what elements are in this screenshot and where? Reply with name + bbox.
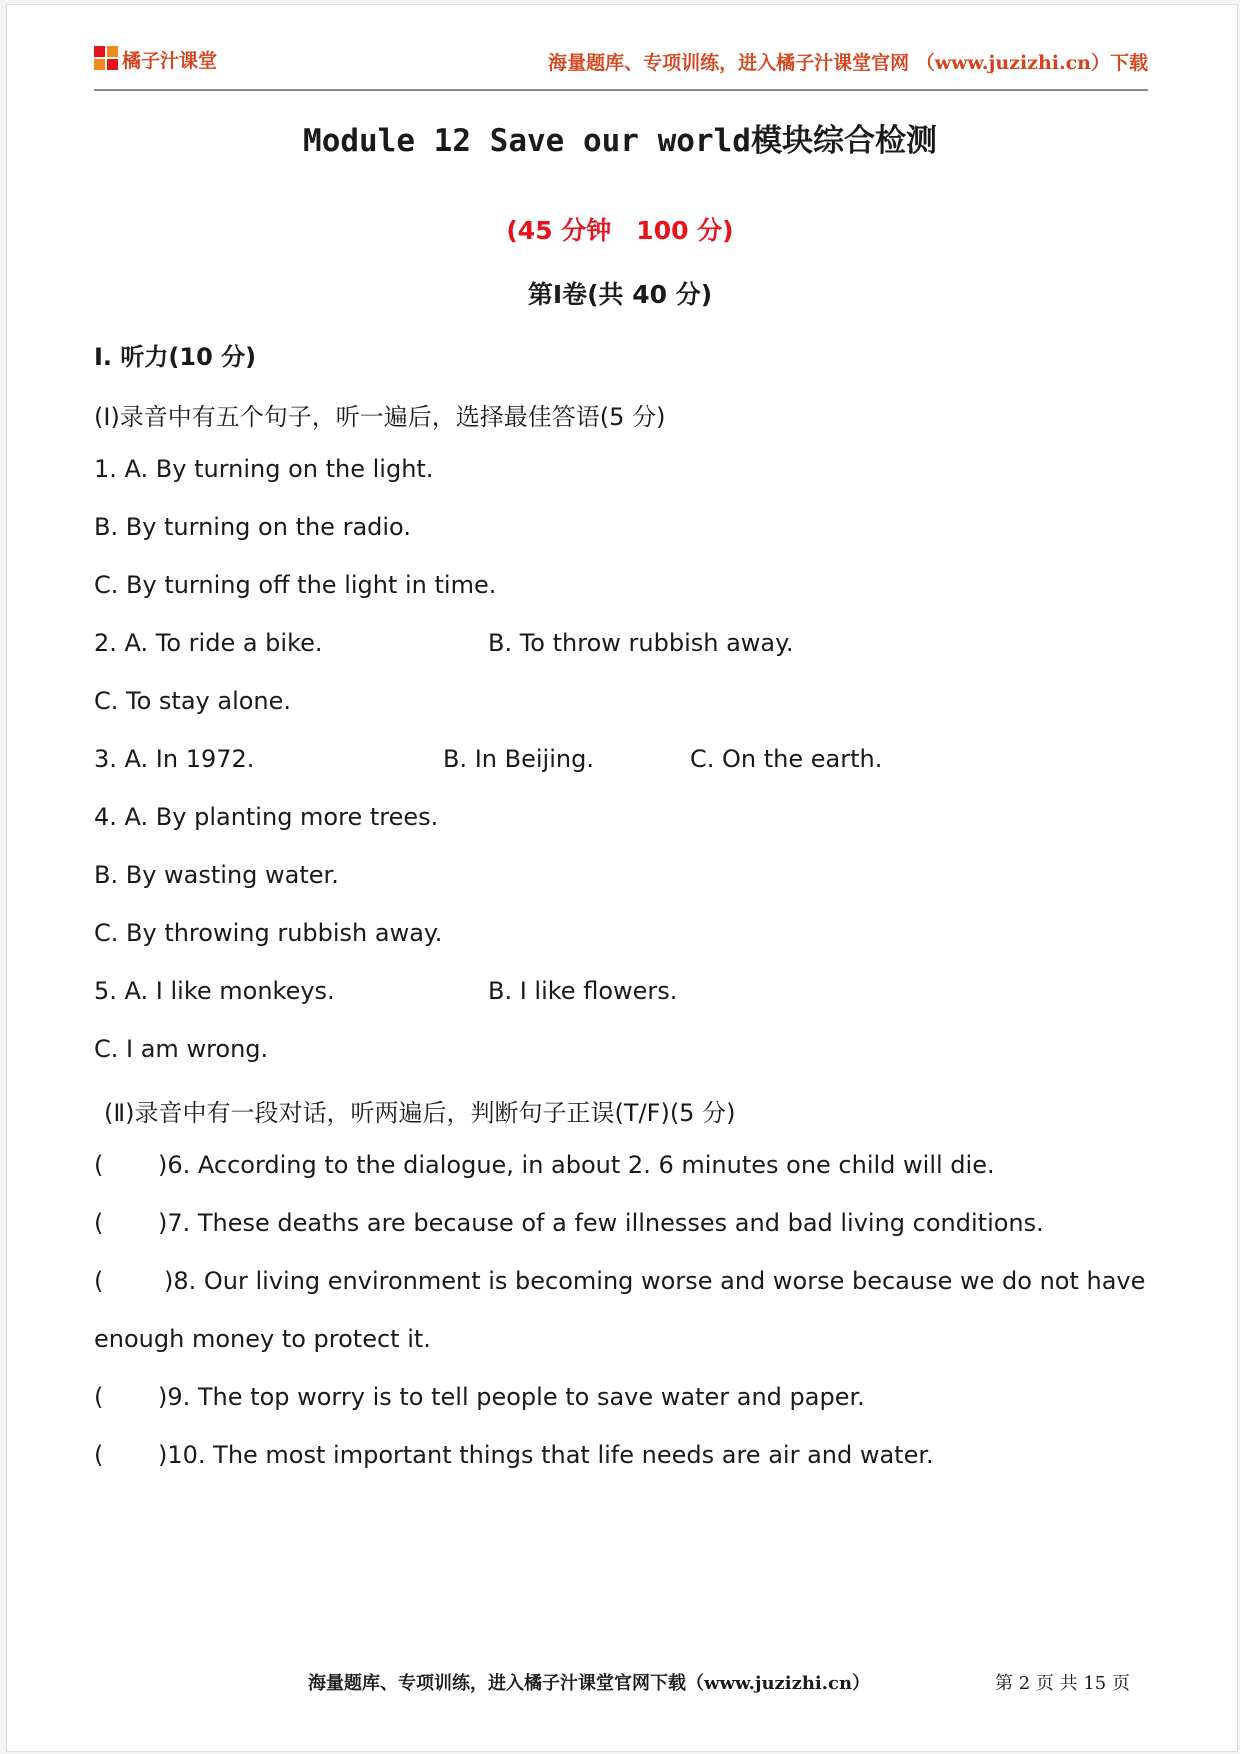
part1-instruction: (Ⅰ)录音中有五个句子，听一遍后，选择最佳答语(5 分): [94, 403, 666, 431]
question-7: [94, 1209, 1044, 1237]
footer-text: 海量题库、专项训练，进入橘子汁课堂官网下载（www.juzizhi.cn）: [308, 1673, 871, 1694]
header-tagline: 海量题库、专项训练，进入橘子汁课堂官网 （www.juzizhi.cn）下载: [548, 52, 1148, 74]
question-9-text: )9. The top worry is to tell people to save water and paper.: [158, 1383, 865, 1411]
page-header: [88, 44, 1148, 84]
q4-option-c: C. By throwing rubbish away.: [94, 919, 443, 947]
page-number: 第 2 页 共 15 页: [995, 1673, 1130, 1694]
section-heading: Ⅰ. 听力(10 分): [94, 343, 257, 371]
question-7-text: )7. These deaths are because of a few illnesses and bad living conditions.: [158, 1209, 1044, 1237]
question-8-text: )8. Our living environment is becoming worse and worse because we do not have: [164, 1267, 1146, 1295]
time-score: (45 分钟 100 分): [506, 216, 734, 245]
volume-heading: 第Ⅰ卷(共 40 分): [527, 280, 713, 309]
question-9: [94, 1383, 865, 1411]
question-10-text: )10. The most important things that life needs are air and water.: [158, 1441, 934, 1469]
q5-option-b: B. I like flowers.: [488, 977, 678, 1005]
q2-option-a: 2. A. To ride a bike.: [94, 629, 323, 657]
q3-option-a: 3. A. In 1972.: [94, 745, 255, 773]
question-8-continued: enough money to protect it.: [94, 1325, 431, 1353]
answer-bracket: (: [94, 1441, 104, 1469]
q4-option-b: B. By wasting water.: [94, 861, 339, 889]
q3-option-b: B. In Beijing.: [443, 745, 594, 773]
answer-bracket: (: [94, 1209, 104, 1237]
brand-name: 橘子汁课堂: [122, 50, 218, 72]
answer-bracket: (: [94, 1151, 104, 1179]
q4-option-a: 4. A. By planting more trees.: [94, 803, 439, 831]
q2-option-b: B. To throw rubbish away.: [488, 629, 794, 657]
question-6: [94, 1151, 995, 1179]
brand-logo-icon: [94, 46, 118, 70]
q5-option-a: 5. A. I like monkeys.: [94, 977, 335, 1005]
question-8: [94, 1267, 1148, 1295]
q5-option-c: C. I am wrong.: [94, 1035, 269, 1063]
q1-option-a: 1. A. By turning on the light.: [94, 455, 434, 483]
answer-bracket: (: [94, 1267, 104, 1295]
q1-option-c: C. By turning off the light in time.: [94, 571, 497, 599]
q1-option-b: B. By turning on the radio.: [94, 513, 411, 541]
part2-instruction: (Ⅱ)录音中有一段对话，听两遍后，判断句子正误(T/F)(5 分): [104, 1099, 736, 1127]
page-title: Module 12 Save our world模块综合检测: [303, 123, 937, 159]
q2-option-c: C. To stay alone.: [94, 687, 292, 715]
question-6-text: )6. According to the dialogue, in about 2. 6 minutes one child will die.: [158, 1151, 995, 1179]
question-10: [94, 1441, 934, 1469]
header-divider: [94, 89, 1148, 91]
answer-bracket: (: [94, 1383, 104, 1411]
q3-option-c: C. On the earth.: [690, 745, 883, 773]
